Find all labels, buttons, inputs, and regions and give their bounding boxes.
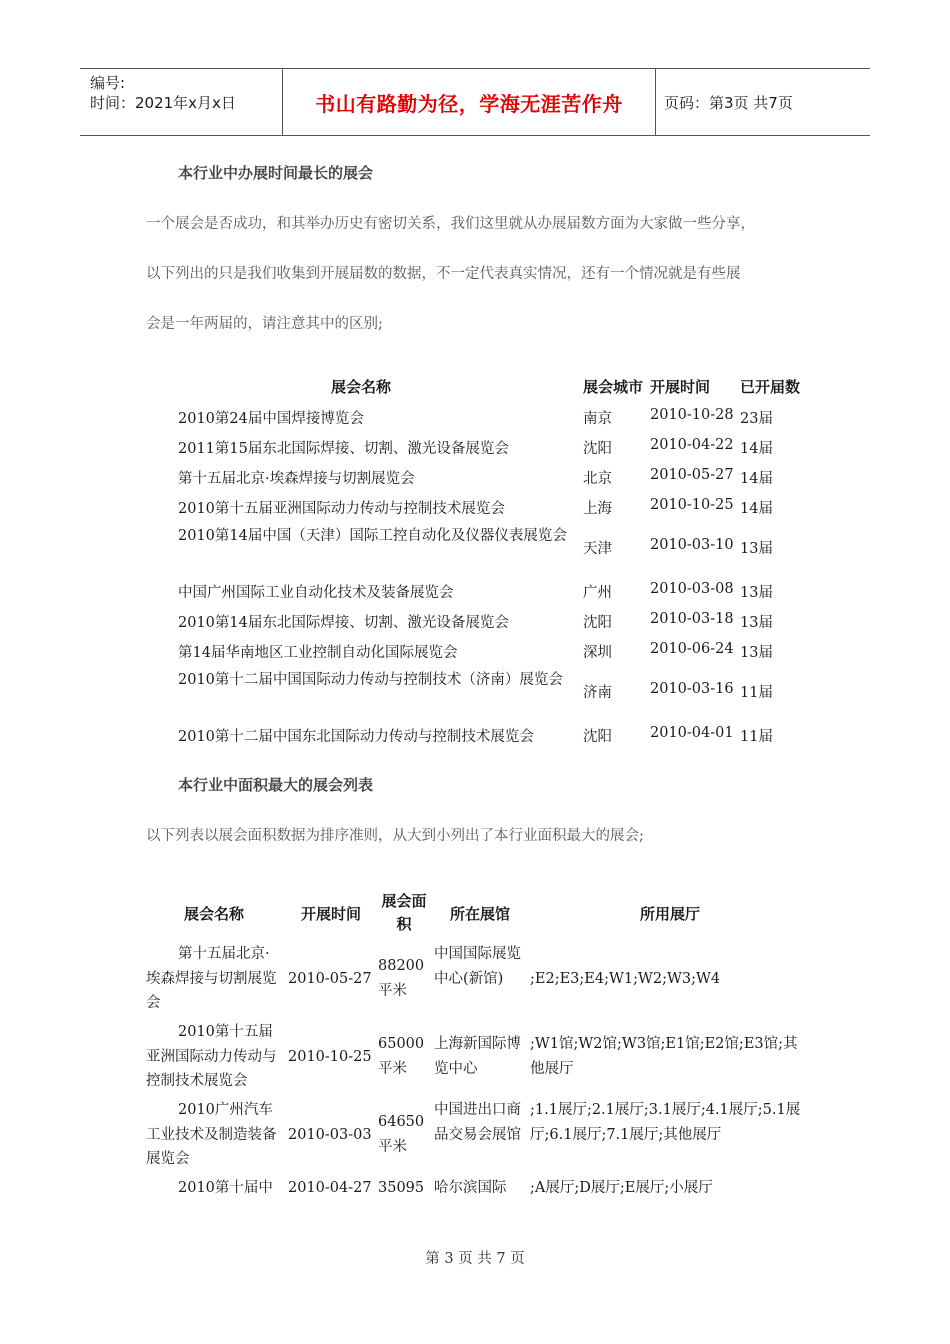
row-name: 第十五届北京·埃森焊接与切割展览会 bbox=[178, 471, 415, 487]
row-name: 2010第十五届亚洲国际动力传动与控制技术展览会 bbox=[178, 501, 505, 517]
row-date: 2010-04-01 bbox=[650, 725, 734, 741]
page-footer: 第 3 页 共 7 页 bbox=[425, 1251, 525, 1267]
row-count: 11届 bbox=[740, 685, 773, 701]
row-name: 2010广州汽车工业技术及制造装备展览会 bbox=[146, 1102, 277, 1167]
row-venue: 哈尔滨国际 bbox=[434, 1180, 507, 1196]
row-area: 35095 bbox=[378, 1180, 425, 1196]
row-date: 2010-05-27 bbox=[288, 971, 372, 987]
row-count: 11届 bbox=[740, 729, 773, 745]
table1-header-count: 已开届数 bbox=[740, 378, 801, 396]
row-name: 2010第14届东北国际焊接、切割、激光设备展览会 bbox=[178, 615, 509, 631]
row-date: 2010-04-27 bbox=[288, 1180, 372, 1196]
row-date: 2010-03-16 bbox=[650, 681, 734, 697]
row-venue: 中国进出口商品交易会展馆 bbox=[434, 1102, 521, 1143]
header-meta bbox=[80, 69, 282, 135]
row-name: 2010第十届中 bbox=[178, 1180, 273, 1196]
time-label: 时间：2021年x月x日 bbox=[90, 94, 236, 112]
row-name: 2010第十五届亚洲国际动力传动与控制技术展览会 bbox=[146, 1024, 277, 1089]
page-header bbox=[80, 68, 870, 136]
row-name: 2010第十二届中国东北国际动力传动与控制技术展览会 bbox=[178, 729, 534, 745]
table2-header-venue: 所在展馆 bbox=[449, 905, 510, 923]
table1-header-name: 展会名称 bbox=[330, 378, 391, 396]
section1-title: 本行业中办展时间最长的展会 bbox=[178, 164, 374, 182]
row-count: 14届 bbox=[740, 501, 773, 517]
section1-line-3: 会是一年两届的，请注意其中的区别; bbox=[146, 316, 383, 332]
row-city: 沈阳 bbox=[583, 441, 612, 457]
row-date: 2010-10-25 bbox=[288, 1049, 372, 1065]
row-count: 14届 bbox=[740, 471, 773, 487]
section2-line: 以下列表以展会面积数据为排序准则，从大到小列出了本行业面积最大的展会; bbox=[146, 828, 644, 844]
row-area: 64650平米 bbox=[378, 1114, 425, 1155]
section2-title: 本行业中面积最大的展会列表 bbox=[178, 776, 374, 794]
row-name: 2010第14届中国（天津）国际工控自动化及仪器仪表展览会 bbox=[178, 528, 567, 544]
row-date: 2010-03-10 bbox=[650, 537, 734, 553]
row-date: 2010-03-03 bbox=[288, 1127, 372, 1143]
row-halls: ;A展厅;D展厅;E展厅;小展厅 bbox=[530, 1180, 713, 1196]
row-name: 2011第15届东北国际焊接、切割、激光设备展览会 bbox=[178, 441, 509, 457]
table1-header-city: 展会城市 bbox=[583, 378, 644, 396]
table2-header-halls: 所用展厅 bbox=[639, 905, 700, 923]
row-name: 第14届华南地区工业控制自动化国际展览会 bbox=[178, 645, 458, 661]
row-name: 第十五届北京·埃森焊接与切割展览会 bbox=[146, 946, 277, 1011]
row-count: 13届 bbox=[740, 585, 773, 601]
row-count: 23届 bbox=[740, 411, 773, 427]
row-date: 2010-06-24 bbox=[650, 641, 734, 657]
row-count: 13届 bbox=[740, 541, 773, 557]
row-name: 2010第24届中国焊接博览会 bbox=[178, 411, 364, 427]
header-page-label: 页码：第3页 共7页 bbox=[664, 93, 793, 112]
row-name: 2010第十二届中国国际动力传动与控制技术（济南）展览会 bbox=[178, 672, 563, 688]
row-city: 济南 bbox=[583, 685, 612, 701]
row-date: 2010-03-18 bbox=[650, 611, 734, 627]
row-area: 65000平米 bbox=[378, 1036, 425, 1077]
row-date: 2010-03-08 bbox=[650, 581, 734, 597]
row-count: 13届 bbox=[740, 645, 773, 661]
row-halls: ;1.1展厅;2.1展厅;3.1展厅;4.1展厅;5.1展厅;6.1展厅;7.1展厅;其他展厅 bbox=[530, 1102, 801, 1143]
row-city: 北京 bbox=[583, 471, 612, 487]
row-count: 14届 bbox=[740, 441, 773, 457]
row-halls: ;E2;E3;E4;W1;W2;W3;W4 bbox=[530, 971, 721, 987]
row-date: 2010-10-25 bbox=[650, 497, 734, 513]
row-city: 上海 bbox=[583, 501, 612, 517]
table2-header-area: 展会面积 bbox=[381, 892, 427, 933]
table1-header-date: 开展时间 bbox=[650, 378, 711, 396]
row-area: 88200平米 bbox=[378, 958, 425, 999]
serial-label: 编号: bbox=[90, 74, 126, 92]
row-count: 13届 bbox=[740, 615, 773, 631]
row-city: 广州 bbox=[583, 585, 612, 601]
section1-line-1: 一个展会是否成功，和其举办历史有密切关系，我们这里就从办展届数方面为大家做一些分享， bbox=[146, 216, 755, 232]
row-date: 2010-10-28 bbox=[650, 407, 734, 423]
header-motto: 书山有路勤为径，学海无涯苦作舟 bbox=[282, 69, 656, 135]
section1-line-2: 以下列出的只是我们收集到开展届数的数据，不一定代表真实情况，还有一个情况就是有些展 bbox=[146, 266, 741, 282]
row-date: 2010-04-22 bbox=[650, 437, 734, 453]
row-date: 2010-05-27 bbox=[650, 467, 734, 483]
table2-header-name: 展会名称 bbox=[183, 905, 244, 923]
row-name: 中国广州国际工业自动化技术及装备展览会 bbox=[178, 585, 454, 601]
row-venue: 上海新国际博览中心 bbox=[434, 1036, 521, 1077]
row-city: 天津 bbox=[583, 541, 612, 557]
table2-header-date: 开展时间 bbox=[300, 905, 361, 923]
row-city: 沈阳 bbox=[583, 615, 612, 631]
row-city: 深圳 bbox=[583, 645, 612, 661]
row-city: 沈阳 bbox=[583, 729, 612, 745]
row-halls: ;W1馆;W2馆;W3馆;E1馆;E2馆;E3馆;其他展厅 bbox=[530, 1036, 798, 1077]
row-venue: 中国国际展览中心(新馆) bbox=[434, 946, 521, 987]
row-city: 南京 bbox=[583, 411, 612, 427]
